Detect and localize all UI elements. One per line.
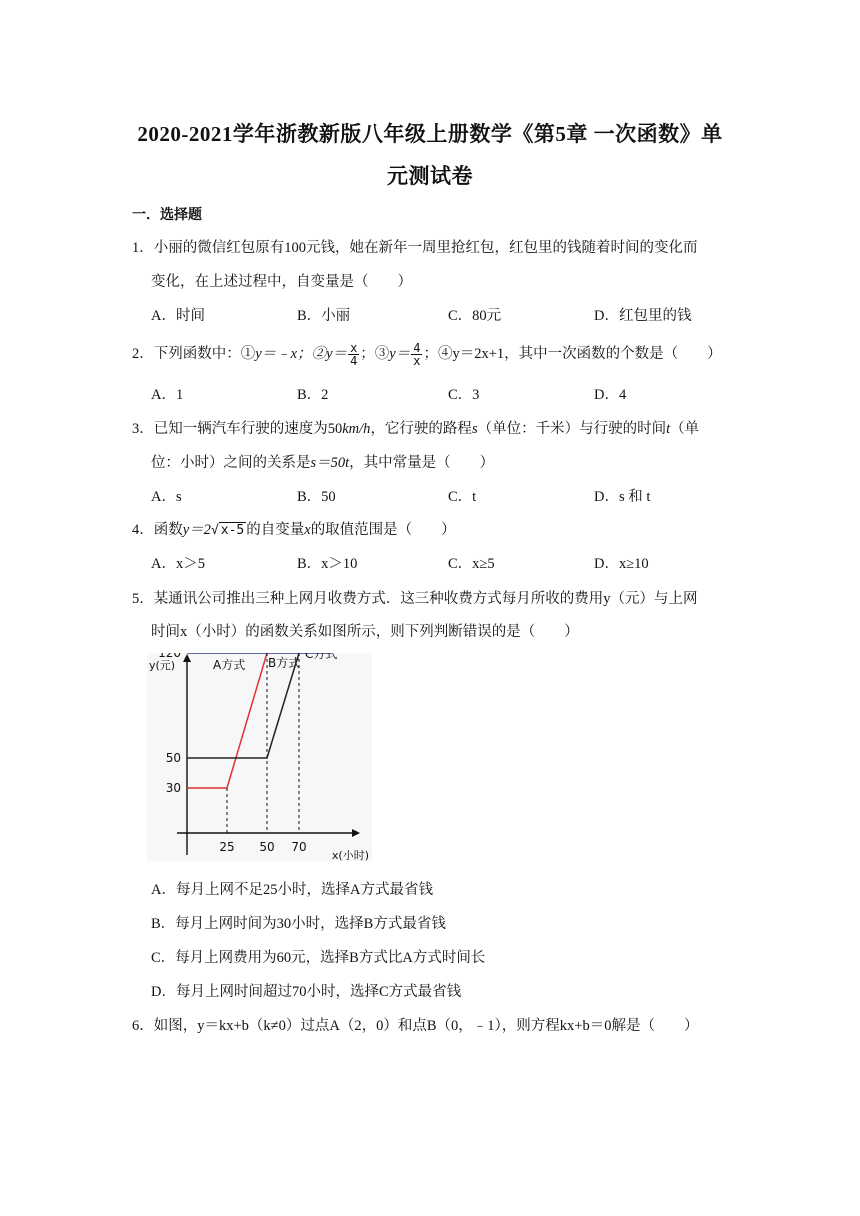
series-label-c: C方式 <box>305 653 338 661</box>
q4-part1: 4．函数 <box>132 522 183 538</box>
q2-func1: y＝﹣x；② <box>255 346 327 362</box>
q1-option-b[interactable]: B．小丽 <box>297 308 351 324</box>
q1-text-line1: 1．小丽的微信红包原有100元钱，她在新年一周里抢红包，红包里的钱随着时间的变化而 <box>132 240 698 256</box>
q3-option-d[interactable]: D．s 和 t <box>594 489 651 505</box>
q4-option-c[interactable]: C．x≥5 <box>448 556 495 572</box>
q5-option-c[interactable]: C．每月上网费用为60元，选择B方式比A方式时间长 <box>151 950 486 966</box>
q1-option-d[interactable]: D．红包里的钱 <box>594 308 692 324</box>
y-tick-label-120: 120 <box>158 653 181 660</box>
q4-sqrt: √ x-5 <box>210 523 245 538</box>
q6-text: 6．如图，y＝kx+b（k≠0）过点A（2，0）和点B（0，﹣1），则方程kx+b＝0解是（ ） <box>132 1018 699 1034</box>
q3-part5: 位：小时）之间的关系是 <box>151 455 311 471</box>
q5-text-line2: 时间x（小时）的函数关系如图所示，则下列判断错误的是（ ） <box>151 624 579 640</box>
q2-option-d[interactable]: D．4 <box>594 387 627 403</box>
q5-chart <box>147 653 372 866</box>
q1-option-c[interactable]: C．80元 <box>448 308 502 324</box>
q3-var-s: s <box>471 421 478 437</box>
q3-option-a[interactable]: A．s <box>151 489 182 505</box>
q4-option-d[interactable]: D．x≥10 <box>594 556 649 572</box>
q1-option-a[interactable]: A．时间 <box>151 308 205 324</box>
q2-prefix: 2．下列函数中：① <box>132 346 256 362</box>
q2-sep4: ；④ <box>423 346 453 362</box>
q2-text <box>132 342 722 367</box>
q3-option-b[interactable]: B．50 <box>297 489 336 505</box>
series-label-a: A方式 <box>213 658 246 672</box>
x-axis-label: x(小时) <box>331 849 369 861</box>
series-label-b: B方式 <box>268 656 301 670</box>
y-axis-label: y(元) <box>149 659 176 672</box>
q1-text-line2: 变化，在上述过程中，自变量是（ ） <box>151 274 412 290</box>
q3-part1: 3．已知一辆汽车行驶的速度为50 <box>132 421 343 437</box>
x-tick-label-50: 50 <box>259 840 275 854</box>
x-tick-label-25: 25 <box>219 840 235 854</box>
q3-unit: km/h <box>342 421 371 437</box>
x-tick-label-70: 70 <box>291 840 307 854</box>
q2-option-c[interactable]: C．3 <box>448 387 480 403</box>
q5-option-d[interactable]: D．每月上网时间超过70小时，选择C方式最省钱 <box>151 984 462 1000</box>
q2-func3-left: y＝ <box>389 346 411 362</box>
q3-part3: （单位：千米）与行驶的时间 <box>477 421 667 437</box>
page-title-line1: 2020-2021学年浙教新版八年级上册数学《第5章 一次函数》单 <box>137 122 723 146</box>
q3-part2: ，它行驶的路程 <box>370 421 472 437</box>
q3-part4: （单 <box>670 421 700 437</box>
q2-option-b[interactable]: B．2 <box>297 387 329 403</box>
q4-eq-left: y＝2 <box>182 522 211 538</box>
q2-fraction-4-over-x: $\frac{4}{x}$ <box>413 341 421 369</box>
q3-part6: ，其中常量是（ ） <box>349 455 495 471</box>
q4-text <box>132 518 456 539</box>
q4-option-b[interactable]: B．x＞10 <box>297 556 358 572</box>
q4-option-a[interactable]: A．x＞5 <box>151 556 205 572</box>
q2-func2-left: y＝ <box>326 346 348 362</box>
q2-func4: y＝2x+1，其中一次函数的个数是（ ） <box>452 346 722 362</box>
q3-text-line1 <box>132 417 699 438</box>
q3-var-t: t <box>666 421 671 437</box>
page-title-line2: 元测试卷 <box>387 164 473 188</box>
q2-sep3: ；③ <box>360 346 390 362</box>
q5-option-b[interactable]: B．每月上网时间为30小时，选择B方式最省钱 <box>151 916 446 932</box>
q3-option-c[interactable]: C．t <box>448 489 477 505</box>
q4-part2: 的自变量 <box>246 522 305 538</box>
q5-chart-svg <box>147 653 372 861</box>
y-tick-label-50: 50 <box>165 751 181 765</box>
q4-var-x: x <box>304 522 311 538</box>
q5-text-line1: 5．某通讯公司推出三种上网月收费方式．这三种收费方式每月所收的费用y（元）与上网 <box>132 591 698 607</box>
q5-option-a[interactable]: A．每月上网不足25小时，选择A方式最省钱 <box>151 882 433 898</box>
q2-option-a[interactable]: A．1 <box>151 387 184 403</box>
section-heading: 一．选择题 <box>132 208 202 223</box>
q2-fraction-x-over-4: $\frac{x}{4}$ <box>350 341 358 369</box>
q3-text-line2 <box>151 451 494 472</box>
q3-equation: s＝50t <box>310 455 350 471</box>
q4-part3: 的取值范围是（ ） <box>310 522 456 538</box>
y-tick-label-30: 30 <box>165 781 181 795</box>
